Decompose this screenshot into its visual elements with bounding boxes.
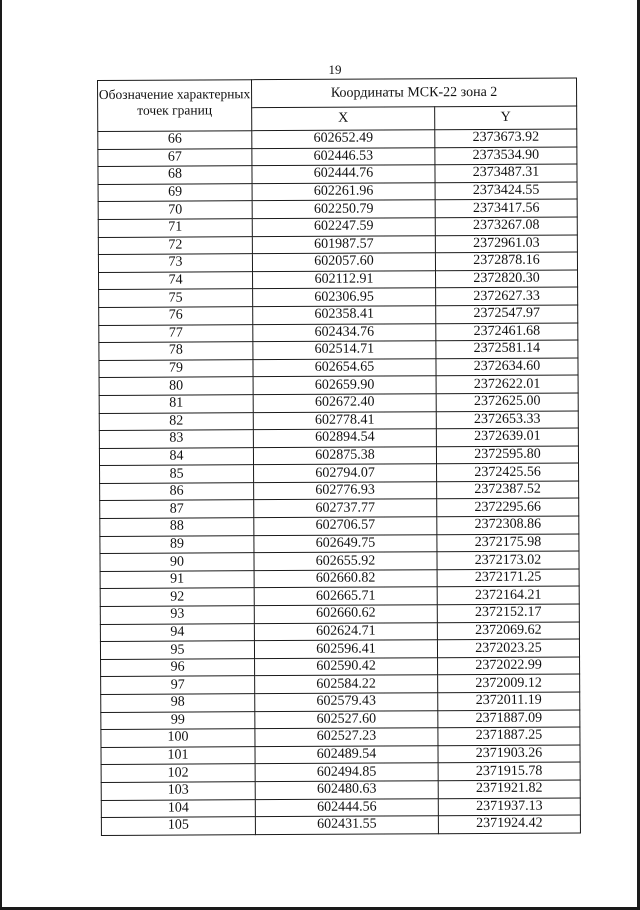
y-cell: 2372461.68 (436, 323, 578, 341)
y-cell: 2373417.56 (435, 199, 577, 217)
table-row (100, 498, 579, 518)
y-cell: 2372173.02 (437, 551, 579, 569)
table-row (100, 481, 579, 501)
point-cell: 85 (100, 465, 254, 483)
point-cell: 82 (99, 412, 253, 430)
point-cell: 87 (100, 500, 254, 518)
y-cell: 2371887.09 (438, 710, 580, 728)
x-cell: 602706.57 (254, 517, 437, 536)
point-cell: 104 (101, 799, 255, 817)
table-row (101, 762, 580, 782)
x-cell: 602480.63 (255, 781, 438, 800)
table-row (101, 745, 580, 765)
point-cell: 68 (98, 166, 252, 184)
table-row (99, 323, 578, 343)
point-cell: 98 (101, 694, 255, 712)
table-row (99, 287, 578, 307)
table-row (98, 147, 577, 167)
table-row (101, 674, 580, 694)
y-cell: 2371937.13 (438, 798, 580, 816)
x-cell: 602654.65 (253, 358, 436, 377)
point-cell: 90 (100, 553, 254, 571)
x-cell: 602514.71 (253, 341, 436, 360)
x-cell: 602655.92 (254, 552, 437, 571)
x-cell: 602057.60 (252, 253, 435, 272)
table-row (98, 129, 577, 149)
table-row (101, 815, 580, 835)
x-cell: 602527.60 (255, 710, 438, 729)
x-cell: 602358.41 (253, 306, 436, 325)
y-cell: 2372634.60 (436, 358, 578, 376)
x-cell: 602446.53 (252, 147, 435, 166)
point-cell: 83 (99, 430, 253, 448)
point-cell: 89 (100, 535, 254, 553)
x-cell: 602652.49 (252, 130, 435, 149)
y-cell: 2373487.31 (435, 164, 577, 182)
x-cell: 602660.62 (254, 605, 437, 624)
y-cell: 2372627.33 (436, 287, 578, 305)
table-row (99, 428, 578, 448)
point-cell: 101 (101, 746, 255, 764)
point-cell: 102 (101, 764, 255, 782)
x-cell: 601987.57 (252, 235, 435, 254)
x-cell: 602489.54 (255, 746, 438, 765)
x-cell: 602624.71 (254, 622, 437, 641)
point-cell: 75 (99, 289, 253, 307)
point-cell: 96 (101, 658, 255, 676)
table-row (98, 164, 577, 184)
point-cell: 71 (98, 219, 252, 237)
x-cell: 602494.85 (255, 763, 438, 782)
y-cell: 2371915.78 (438, 762, 580, 780)
y-cell: 2372023.25 (437, 639, 579, 657)
table-row (99, 340, 578, 360)
point-cell: 91 (100, 571, 254, 589)
point-cell: 67 (98, 148, 252, 166)
y-cell: 2372069.62 (437, 622, 579, 640)
table-row (101, 727, 580, 747)
y-cell: 2371921.82 (438, 780, 580, 798)
x-cell: 602579.43 (255, 693, 438, 712)
x-cell: 602776.93 (254, 482, 437, 501)
y-cell: 2373424.55 (435, 182, 577, 200)
y-cell: 2372625.00 (436, 393, 578, 411)
header-coordinates-group: Координаты МСК-22 зона 2 (252, 78, 577, 108)
table-row (99, 410, 578, 430)
y-cell: 2371887.25 (438, 727, 580, 745)
y-cell: 2372387.52 (437, 481, 579, 499)
y-cell: 2372171.25 (437, 569, 579, 587)
point-cell: 84 (99, 447, 253, 465)
x-cell: 602665.71 (254, 587, 437, 606)
y-cell: 2372595.80 (436, 446, 578, 464)
y-cell: 2373267.08 (435, 217, 577, 235)
point-cell: 74 (99, 271, 253, 289)
header-y: Y (435, 106, 577, 130)
table-row (100, 534, 579, 554)
point-cell: 77 (99, 324, 253, 342)
y-cell: 2372011.19 (438, 692, 580, 710)
y-cell: 2373534.90 (435, 147, 577, 165)
y-cell: 2372022.99 (438, 657, 580, 675)
y-cell: 2371924.42 (438, 815, 580, 833)
table-row (98, 235, 577, 255)
table-row (98, 252, 577, 272)
table-row (98, 182, 577, 202)
point-cell: 76 (99, 307, 253, 325)
point-cell: 95 (100, 641, 254, 659)
table-row (99, 270, 578, 290)
table-row (98, 217, 577, 237)
point-cell: 69 (98, 183, 252, 201)
x-cell: 602247.59 (252, 218, 435, 237)
table-row (101, 780, 580, 800)
x-cell: 602431.55 (255, 816, 438, 835)
y-cell: 2372622.01 (436, 375, 578, 393)
y-cell: 2372581.14 (436, 340, 578, 358)
y-cell: 2372820.30 (436, 270, 578, 288)
y-cell: 2372152.17 (437, 604, 579, 622)
y-cell: 2372425.56 (437, 463, 579, 481)
table-row (98, 199, 577, 219)
table-row (99, 358, 578, 378)
table-row (100, 622, 579, 642)
table-row (101, 657, 580, 677)
table-row (100, 516, 579, 536)
header-x: X (252, 107, 435, 131)
point-cell: 99 (101, 711, 255, 729)
x-cell: 602649.75 (254, 534, 437, 553)
table-row (99, 305, 578, 325)
table-row (101, 798, 580, 818)
x-cell: 602112.91 (253, 270, 436, 289)
point-cell: 97 (101, 676, 255, 694)
y-cell: 2372961.03 (435, 235, 577, 253)
table-row (99, 446, 578, 466)
table-row (100, 569, 579, 589)
x-cell: 602778.41 (253, 411, 436, 430)
x-cell: 602596.41 (254, 640, 437, 659)
table-row (101, 692, 580, 712)
point-cell: 79 (99, 359, 253, 377)
point-cell: 72 (98, 236, 252, 254)
coordinates-table (97, 77, 581, 835)
table-row (99, 393, 578, 413)
x-cell: 602672.40 (253, 394, 436, 413)
table-row (101, 710, 580, 730)
x-cell: 602590.42 (255, 658, 438, 677)
table-row (100, 604, 579, 624)
y-cell: 2372295.66 (437, 498, 579, 516)
point-cell: 103 (101, 782, 255, 800)
table-body (98, 129, 581, 835)
x-cell: 602794.07 (254, 464, 437, 483)
y-cell: 2372878.16 (435, 252, 577, 270)
point-cell: 105 (101, 817, 255, 835)
scan-edge-left (0, 0, 2, 910)
x-cell: 602660.82 (254, 570, 437, 589)
table-row (100, 586, 579, 606)
point-cell: 93 (100, 606, 254, 624)
x-cell: 602444.76 (252, 165, 435, 184)
point-cell: 80 (99, 377, 253, 395)
x-cell: 602261.96 (252, 183, 435, 202)
point-cell: 92 (100, 588, 254, 606)
x-cell: 602737.77 (254, 499, 437, 518)
y-cell: 2373673.92 (435, 129, 577, 147)
table-row (100, 551, 579, 571)
point-cell: 78 (99, 342, 253, 360)
x-cell: 602659.90 (253, 376, 436, 395)
x-cell: 602894.54 (253, 429, 436, 448)
x-cell: 602250.79 (252, 200, 435, 219)
x-cell: 602584.22 (255, 675, 438, 694)
page-number: 19 (328, 62, 342, 77)
x-cell: 602434.76 (253, 323, 436, 342)
y-cell: 2371903.26 (438, 745, 580, 763)
point-cell: 86 (100, 483, 254, 501)
point-cell: 88 (100, 518, 254, 536)
point-cell: 66 (98, 131, 252, 149)
y-cell: 2372653.33 (436, 410, 578, 428)
point-cell: 94 (100, 623, 254, 641)
table-row (99, 375, 578, 395)
table-row (100, 463, 579, 483)
y-cell: 2372639.01 (436, 428, 578, 446)
point-cell: 81 (99, 395, 253, 413)
point-cell: 100 (101, 729, 255, 747)
point-cell: 70 (98, 201, 252, 219)
y-cell: 2372175.98 (437, 534, 579, 552)
header-point-designation: Обозначение характерных точек границ (98, 80, 252, 132)
x-cell: 602444.56 (255, 798, 438, 817)
x-cell: 602527.23 (255, 728, 438, 747)
table-row (100, 639, 579, 659)
y-cell: 2372009.12 (438, 674, 580, 692)
x-cell: 602875.38 (253, 446, 436, 465)
x-cell: 602306.95 (253, 288, 436, 307)
y-cell: 2372308.86 (437, 516, 579, 534)
y-cell: 2372547.97 (436, 305, 578, 323)
y-cell: 2372164.21 (437, 586, 579, 604)
point-cell: 73 (98, 254, 252, 272)
